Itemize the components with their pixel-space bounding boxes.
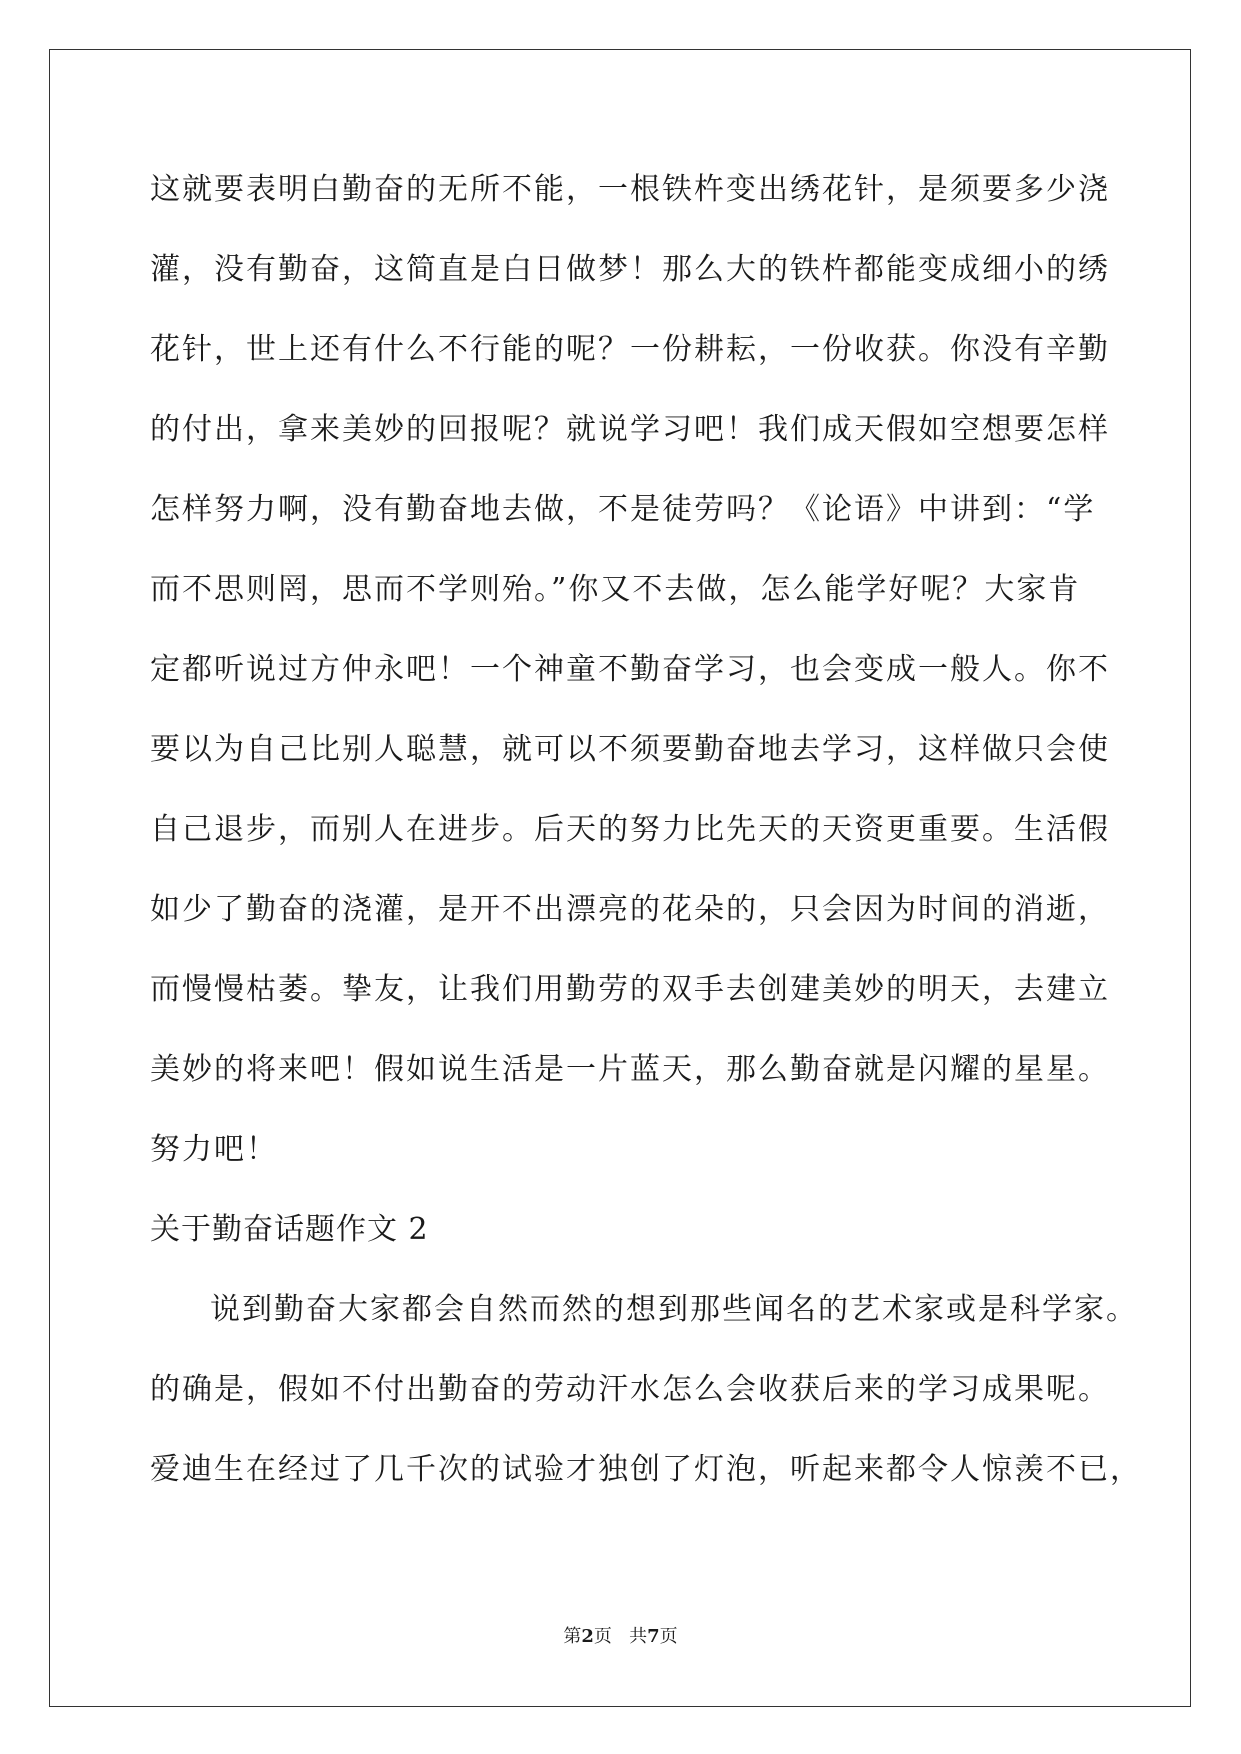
total-pages: 7 xyxy=(647,1626,660,1647)
text-line: 的付出，拿来美妙的回报呢？就说学习吧！我们成天假如空想要怎样 xyxy=(150,412,1110,447)
text-line: 怎样努力啊，没有勤奋地去做，不是徒劳吗？《论语》中讲到：“学 xyxy=(150,492,1096,527)
text-line: 而不思则罔，思而不学则殆。”你又不去做，怎么能学好呢？大家肯 xyxy=(150,572,1081,607)
text-line: 的确是，假如不付出勤奋的劳动汗水怎么会收获后来的学习成果呢。 xyxy=(150,1372,1110,1407)
section-heading: 关于勤奋话题作文 2 xyxy=(150,1212,429,1247)
text-line: 灌，没有勤奋，这简直是白日做梦！那么大的铁杵都能变成细小的绣 xyxy=(150,252,1110,287)
total-pages-suffix: 页 xyxy=(659,1626,678,1647)
page-number-suffix: 页 xyxy=(593,1626,612,1647)
page-footer xyxy=(0,1622,1241,1648)
text-line: 如少了勤奋的浇灌，是开不出漂亮的花朵的，只会因为时间的消逝， xyxy=(150,892,1110,927)
text-line: 定都听说过方仲永吧！一个神童不勤奋学习，也会变成一般人。你不 xyxy=(150,652,1110,687)
text-line: 美妙的将来吧！假如说生活是一片蓝天，那么勤奋就是闪耀的星星。 xyxy=(150,1052,1110,1087)
text-line: 爱迪生在经过了几千次的试验才独创了灯泡，听起来都令人惊羡不已， xyxy=(150,1452,1142,1487)
document-body xyxy=(150,160,1142,1520)
text-line: 花针，世上还有什么不行能的呢？一份耕耘，一份收获。你没有辛勤 xyxy=(150,332,1110,367)
text-line: 这就要表明白勤奋的无所不能，一根铁杵变出绣花针，是须要多少浇 xyxy=(150,172,1110,207)
text-line: 努力吧！ xyxy=(150,1132,278,1167)
page-number-prefix: 第 xyxy=(563,1626,582,1647)
text-line: 而慢慢枯萎。挚友，让我们用勤劳的双手去创建美妙的明天，去建立 xyxy=(150,972,1110,1007)
text-line: 说到勤奋大家都会自然而然的想到那些闻名的艺术家或是科学家。 xyxy=(210,1292,1138,1327)
page-number: 2 xyxy=(581,1626,594,1647)
text-line: 要以为自己比别人聪慧，就可以不须要勤奋地去学习，这样做只会使 xyxy=(150,732,1110,767)
text-line: 自己退步，而别人在进步。后天的努力比先天的天资更重要。生活假 xyxy=(150,812,1110,847)
total-pages-prefix: 共 xyxy=(629,1626,648,1647)
